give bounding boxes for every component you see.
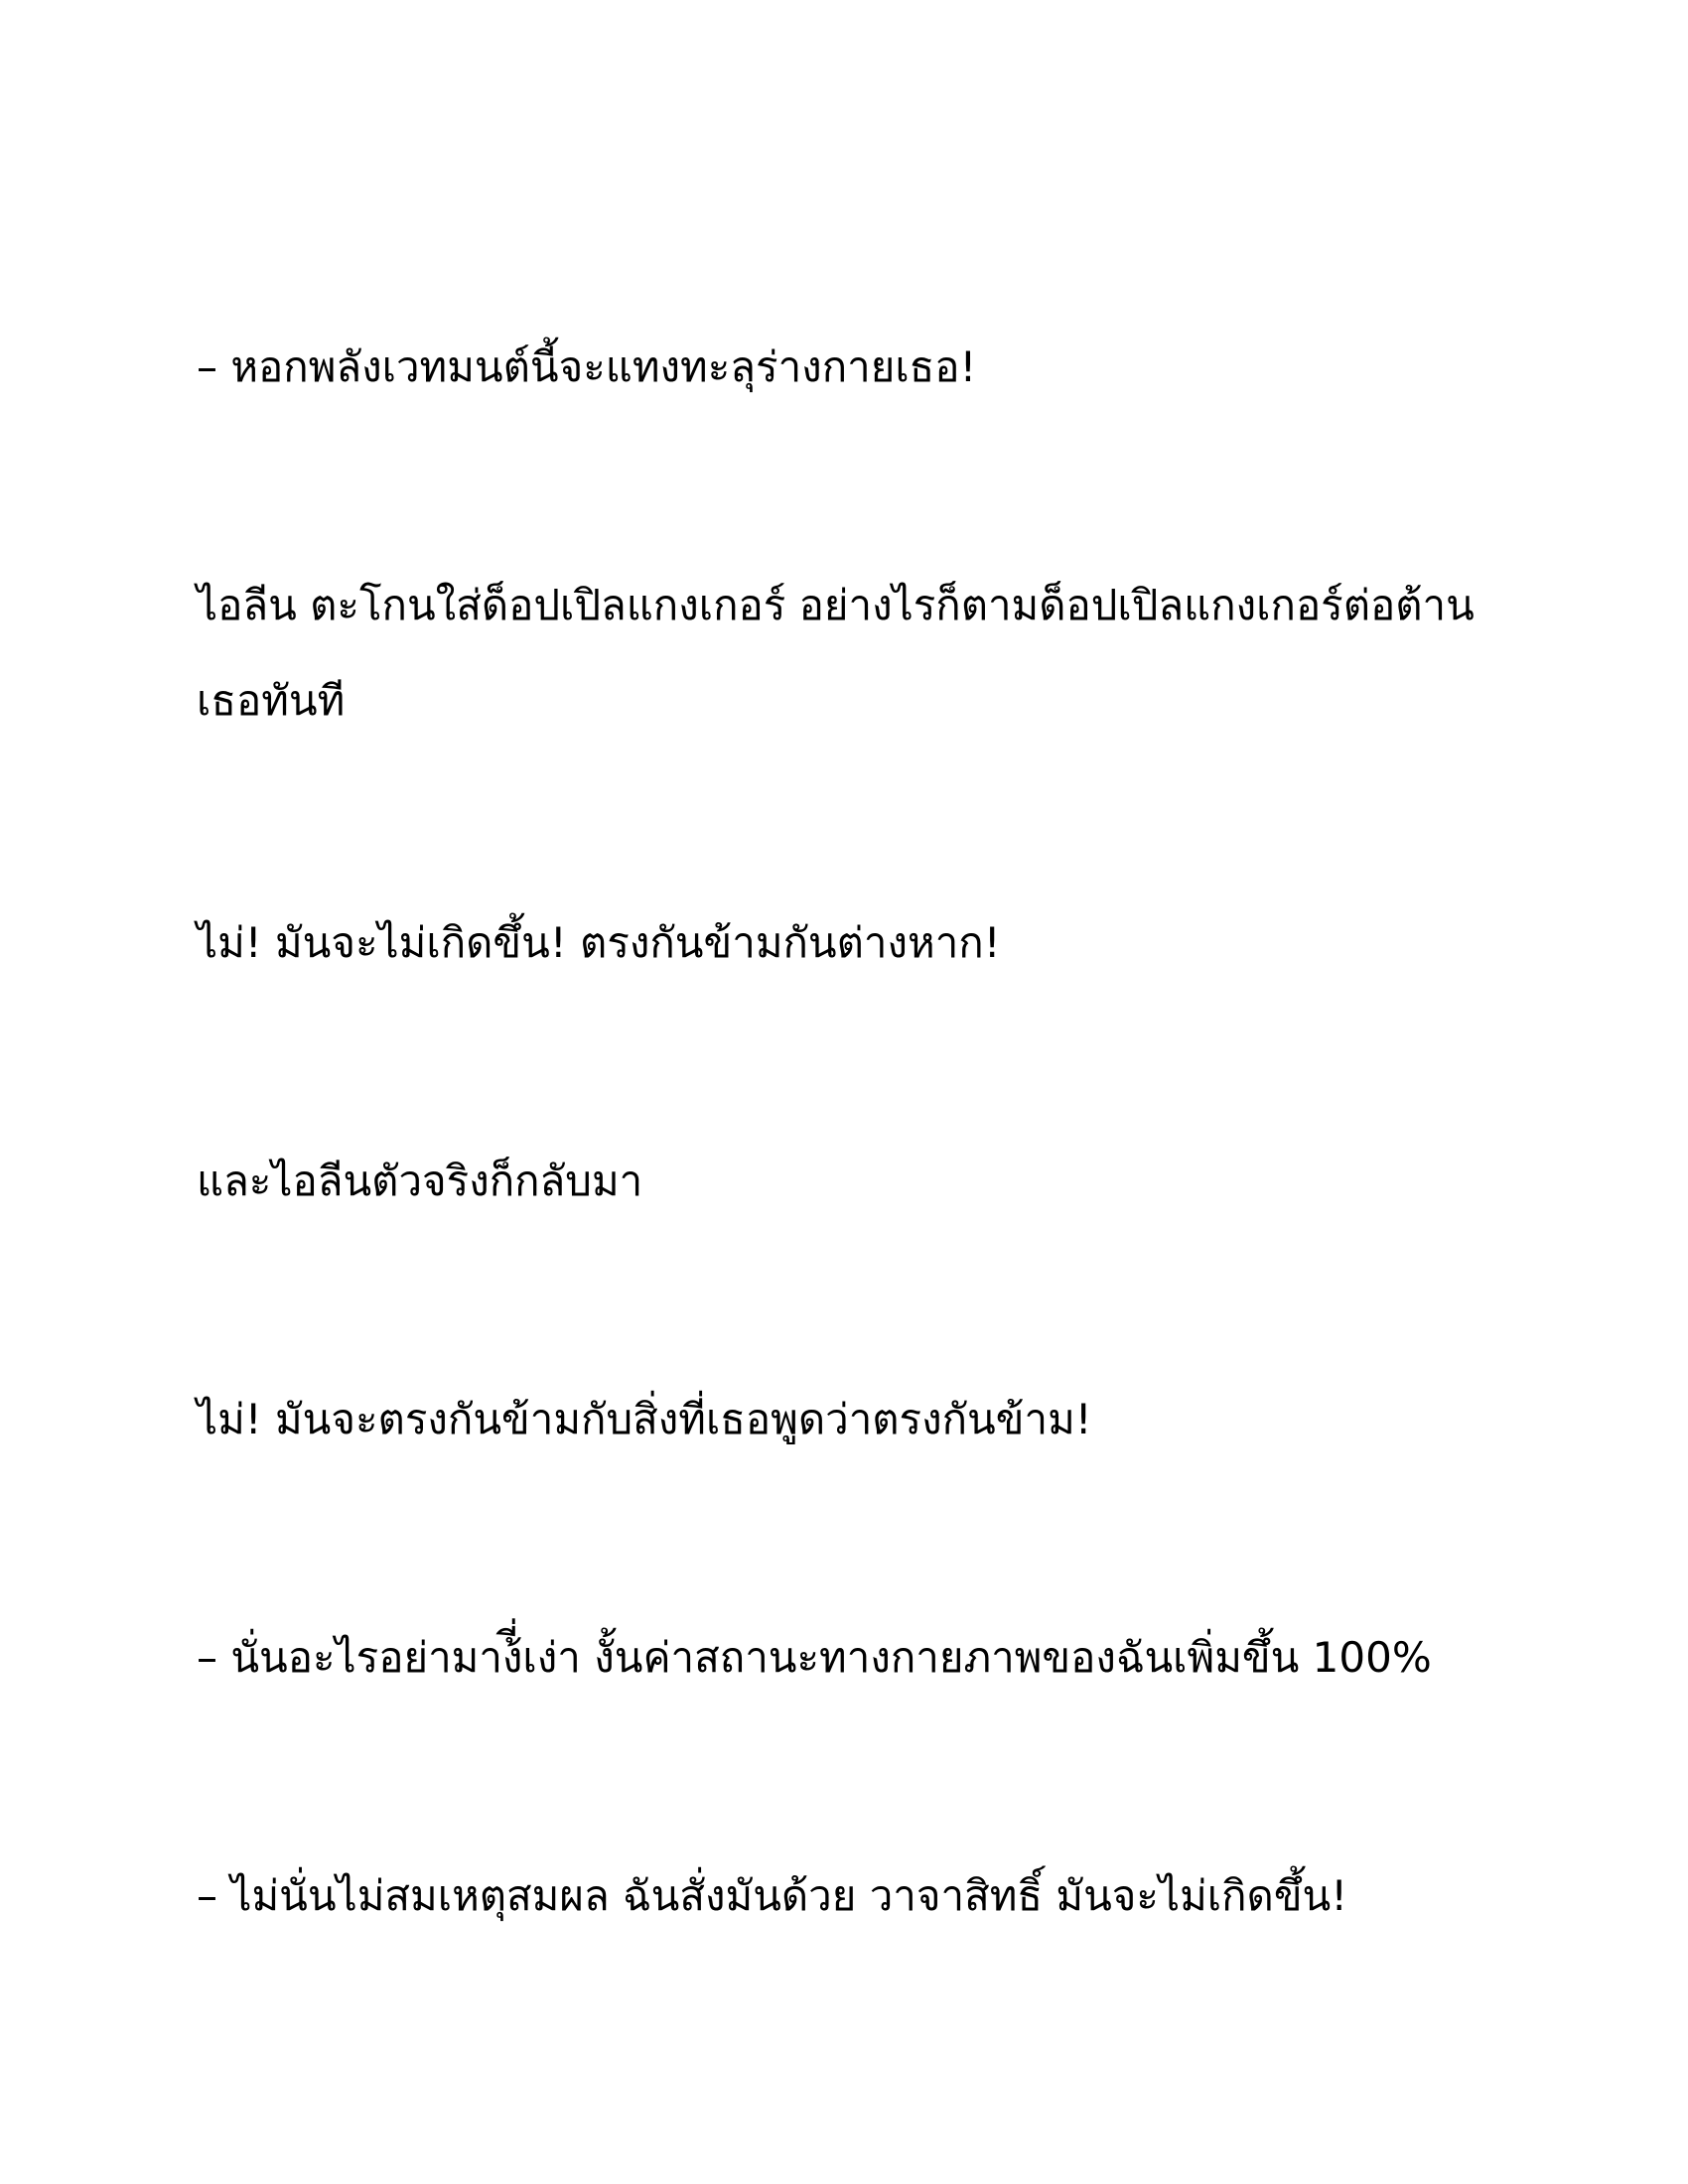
paragraph-2: ไอลีน ตะโกนใส่ด็อปเปิลแกงเกอร์ อย่างไรก็ตามด็อปเปิลแกงเกอร์ต่อต้านเธอทันที	[197, 581, 1475, 725]
paragraph-1: – หอกพลังเวทมนต์นี้จะแทงทะลุร่างกายเธอ!	[197, 342, 977, 391]
paragraph-6: – นั่นอะไรอย่ามาง้ี่เง่า งั้นค่าสถานะทางกายภาพของฉันเพิ่มขึ้น 100%	[197, 1633, 1432, 1682]
paragraph-7: – ไม่นั่นไม่สมเหตุสมผล ฉันสั่งมันด้วย วาจาสิทธิ์ มันจะไม่เกิดขึ้น!	[197, 1871, 1348, 1920]
paragraph-5: ไม่! มันจะตรงกันข้ามกับสิ่งที่เธอพูดว่าตรงกันข้าม!	[197, 1395, 1092, 1443]
paragraph-4: และไอลีนตัวจริงก็กลับมา	[197, 1157, 643, 1205]
paragraph-3: ไม่! มันจะไม่เกิดขึ้น! ตรงกันข้ามกันต่างหาก!	[197, 918, 1001, 967]
